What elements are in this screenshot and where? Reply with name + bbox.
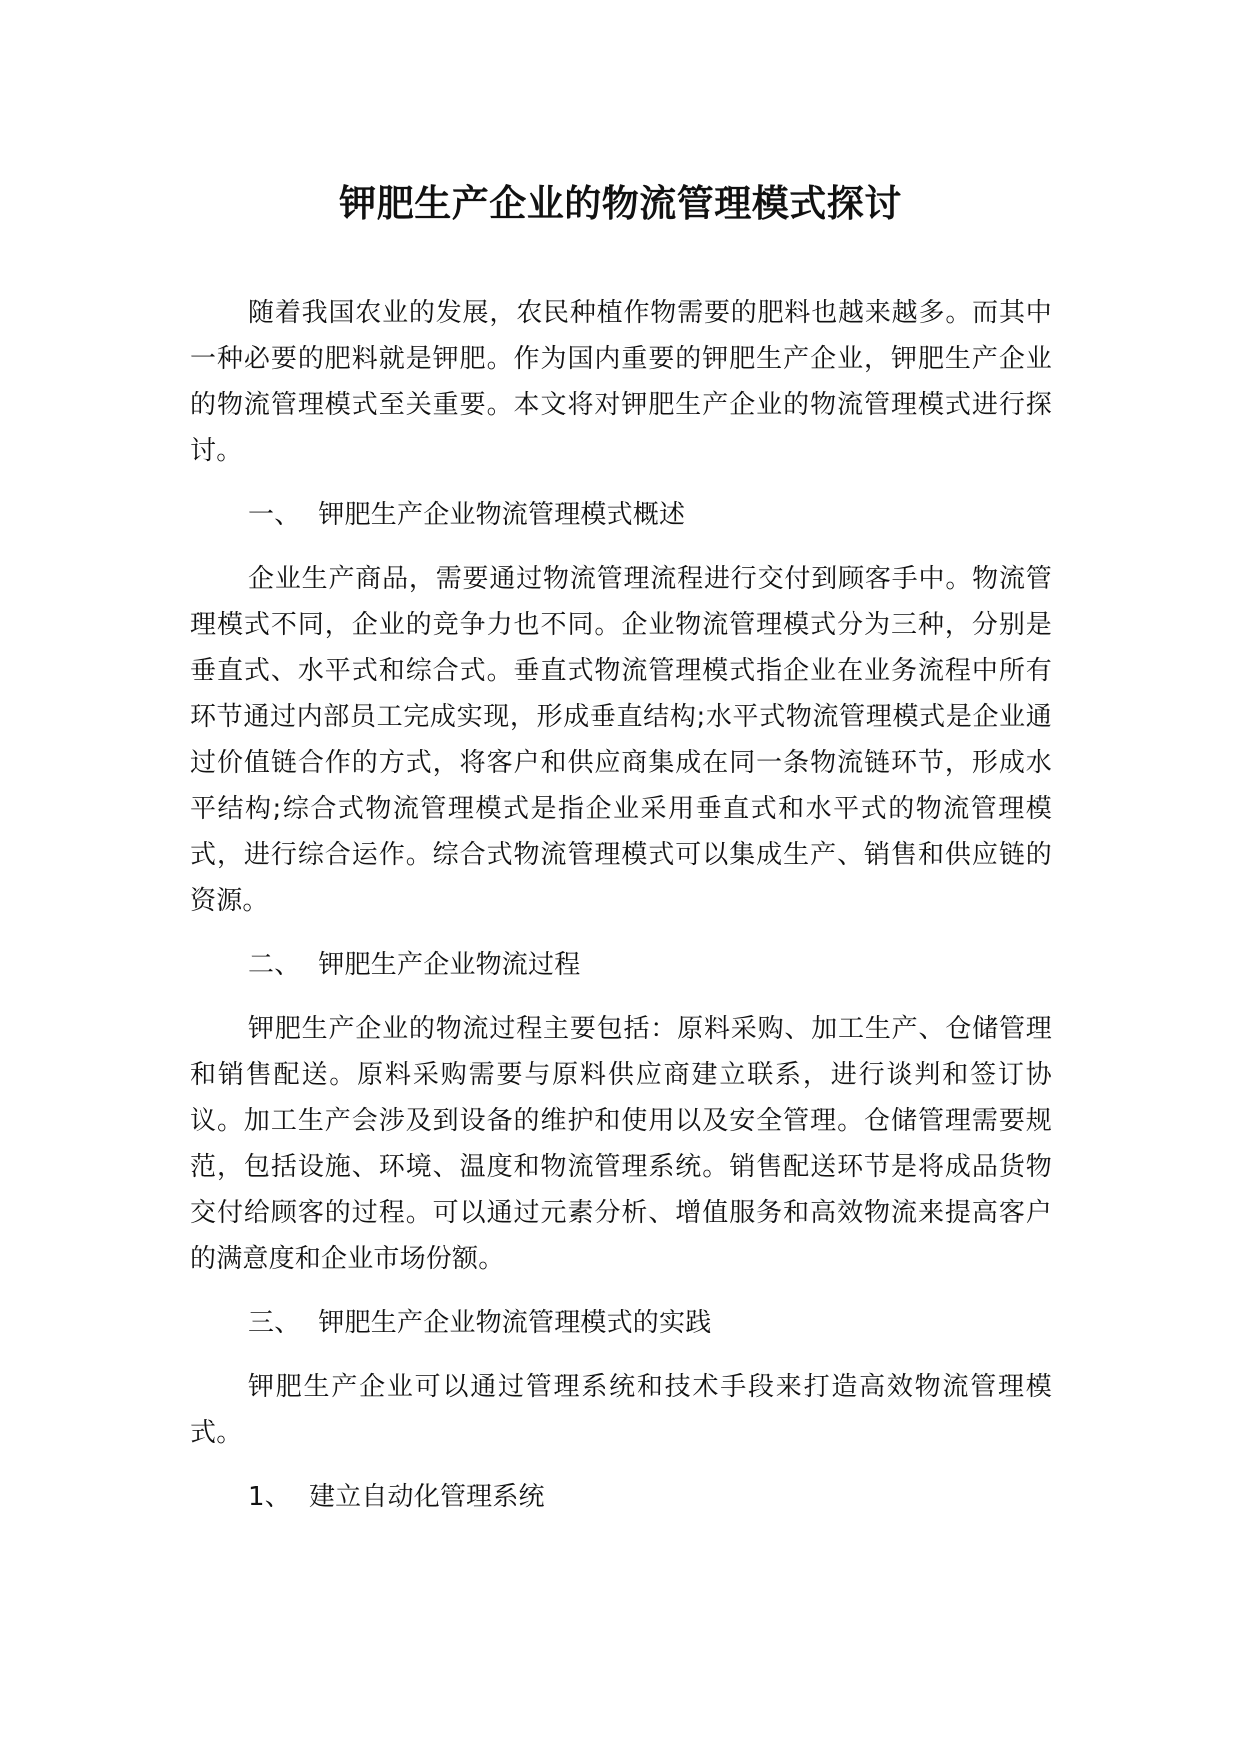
intro-paragraph: 随着我国农业的发展，农民种植作物需要的肥料也越来越多。而其中一种必要的肥料就是钾肥。作为国内重要的钾肥生产企业，钾肥生产企业的物流管理模式至关重要。本文将对钾肥生产企业的物流管理模式进行探讨。 <box>190 298 1052 466</box>
body-paragraph: 钾肥生产企业的物流过程主要包括：原料采购、加工生产、仓储管理和销售配送。原料采购需要与原料供应商建立联系，进行谈判和签订协议。加工生产会涉及到设备的维护和使用以及安全管理。仓储管理需要规范，包括设施、环境、温度和物流管理系统。销售配送环节是将成品货物交付给顾客的过程。可以通过元素分析、增值服务和高效物流来提高客户的满意度和企业市场份额。 <box>190 1014 1052 1274</box>
subsection-heading-1 <box>190 1474 1052 1520</box>
section-number: 二、 <box>248 950 301 980</box>
section-heading-3 <box>190 1300 1052 1346</box>
body-paragraph: 企业生产商品，需要通过物流管理流程进行交付到顾客手中。物流管理模式不同，企业的竞争力也不同。企业物流管理模式分为三种，分别是垂直式、水平式和综合式。垂直式物流管理模式指企业在业务流程中所有环节通过内部员工完成实现，形成垂直结构;水平式物流管理模式是企业通过价值链合作的方式，将客户和供应商集成在同一条物流链环节，形成水平结构;综合式物流管理模式是指企业采用垂直式和水平式的物流管理模式，进行综合运作。综合式物流管理模式可以集成生产、销售和供应链的资源。 <box>190 564 1052 916</box>
section-heading-text: 钾肥生产企业物流管理模式的实践 <box>318 1308 712 1338</box>
section-number: 三、 <box>248 1308 301 1338</box>
body-paragraph: 钾肥生产企业可以通过管理系统和技术手段来打造高效物流管理模式。 <box>190 1372 1052 1448</box>
document-body <box>190 290 1052 1538</box>
section-heading-text: 钾肥生产企业物流过程 <box>318 950 581 980</box>
section-heading-1 <box>190 492 1052 538</box>
section-heading-text: 钾肥生产企业物流管理模式概述 <box>318 500 686 530</box>
document-title: 钾肥生产企业的物流管理模式探讨 <box>339 182 902 225</box>
subsection-number: 1、 <box>248 1482 291 1512</box>
subsection-heading-text: 建立自动化管理系统 <box>308 1482 545 1512</box>
section-number: 一、 <box>248 500 301 530</box>
section-heading-2 <box>190 942 1052 988</box>
